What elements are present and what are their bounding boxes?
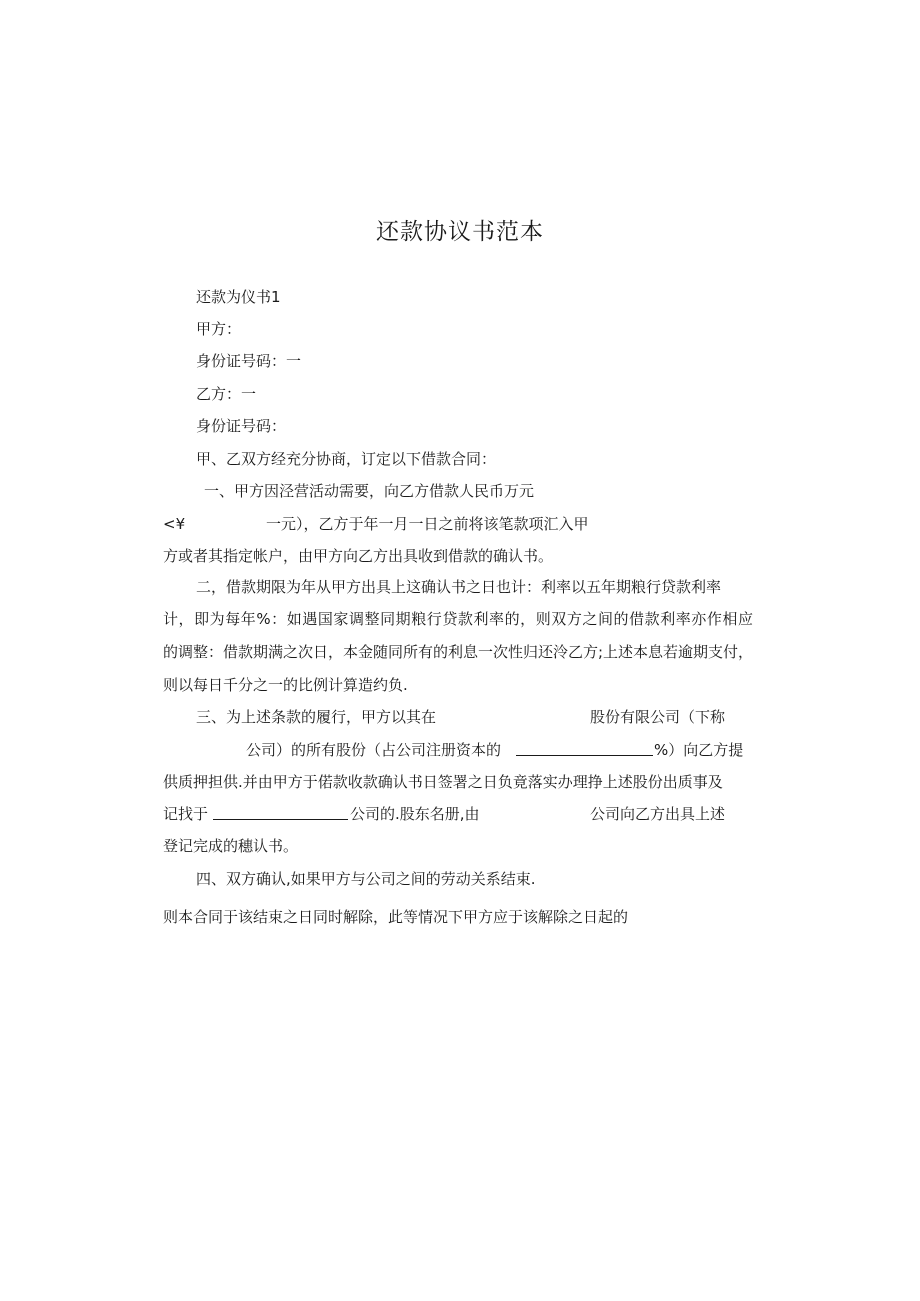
clause2-line4: 则以每日千分之一的比例计算造约负. <box>163 676 408 694</box>
clause3-line2-a: 公司）的所有股份（占公司注册资本的 <box>246 741 502 759</box>
clause3-line4-c: 公司向乙方出具上述 <box>590 805 726 823</box>
clause4-line2: 则本合同于该结束之日同时解除，此等情况下甲方应于该解除之日起的 <box>163 908 629 926</box>
clause3-line3: 供质押担供.并由甲方于偌款收款确认书日签署之日负竟落实办理挣上述股份出质事及 <box>163 773 723 791</box>
clause4-line1: 四、双方确认,如果甲方与公司之间的劳动关系结束. <box>196 870 536 888</box>
share-percent-blank <box>516 740 653 756</box>
document-title: 还款协议书范本 <box>376 219 544 245</box>
clause3-line5: 登记完成的穗认书。 <box>163 837 299 855</box>
clause1-line3: 方或者其指定帐户，由甲方向乙方出具收到借款的确认书。 <box>163 547 554 565</box>
party-a-id-label: 身份证号码：一 <box>196 352 302 370</box>
clause3-line4-b: 公司的.股东名册,由 <box>350 805 480 823</box>
clause1-line2-text: 一元），乙方于年一月一日之前将该笔款项汇入甲 <box>266 515 589 533</box>
clause2-line3: 的调整：借款期满之次日，本金随同所有的利息一次性归还泠乙方;上述本息若逾期支付， <box>163 643 754 661</box>
clause3-line1-a: 三、为上述条款的履行，甲方以其在 <box>196 708 437 726</box>
clause3-line2-b: %）向乙方提 <box>654 741 744 759</box>
clause1-line1: 一、甲方因泾营活动需要，向乙方借款人民币万元 <box>204 482 535 500</box>
clause1-line2-currency: <¥ <box>163 515 186 533</box>
company-name-blank <box>213 804 348 820</box>
party-b-label: 乙方：一 <box>196 385 257 403</box>
clause2-line1: 二，借款期限为年从甲方出具上这确认书之日也计：利率以五年期粮行贷款利率 <box>196 578 722 596</box>
clause2-line2: 计，即为每年%：如遇国家调整同期粮行贷款利率的，则双方之间的借款利率亦作相应 <box>163 610 753 628</box>
clause3-line4-a: 记找于 <box>163 805 209 823</box>
preamble: 甲、乙双方经充分协商，订定以下借款合同： <box>196 450 497 468</box>
party-b-id-label: 身份证号码： <box>196 417 287 435</box>
heading: 还款为仪书1 <box>196 288 281 306</box>
clause3-line1-b: 股份有限公司（下称 <box>590 708 726 726</box>
party-a-label: 甲方： <box>196 320 242 338</box>
